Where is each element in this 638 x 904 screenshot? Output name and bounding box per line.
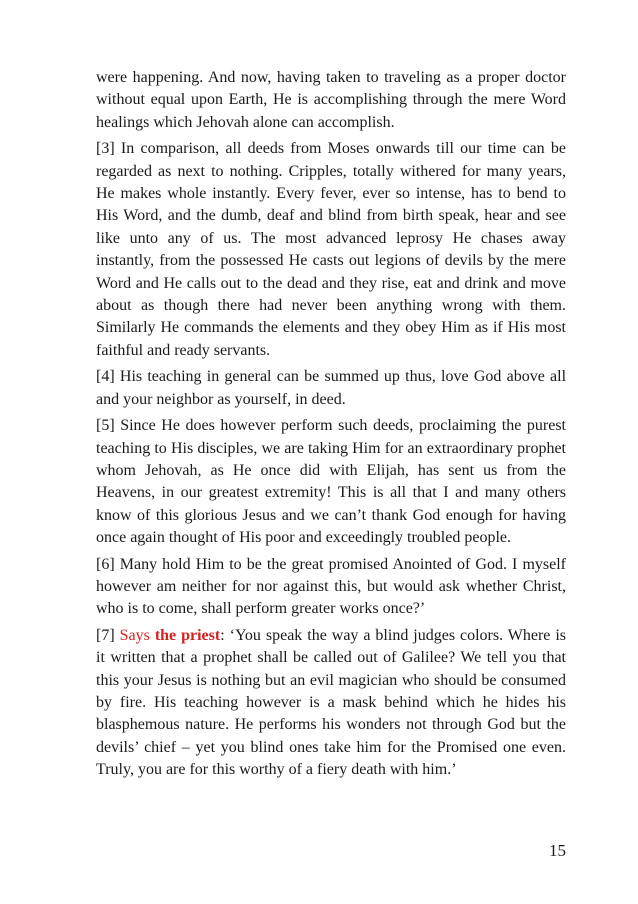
paragraph-5 bbox=[96, 415, 566, 549]
paragraph-6 bbox=[96, 554, 566, 621]
paragraph-3 bbox=[96, 138, 566, 362]
paragraph-text: were happening. And now, having taken to traveling as a proper doctor without equal upon Earth, He is accomplishing through the mere Word healings which Jehovah alone can accomplish. bbox=[96, 69, 566, 131]
paragraph-text: His teaching in general can be summed up thus, love God above all and your neighbor as yourself, in deed. bbox=[96, 368, 567, 408]
speaker-verb: Says bbox=[119, 626, 150, 644]
paragraph-text: Since He does however perform such deeds, proclaiming the purest teaching to His disciples, we are taking Him for an extraordinary prophet whom Jehovah, as He once did with Elijah, has sent us from the Heavens, in our greatest extremity! This is all that I and many others know of this glorious Jesus and we can’t thank God enough for having once again thought of His poor and exceedingly troubled people. bbox=[96, 417, 566, 547]
paragraph-marker: [6] bbox=[96, 555, 115, 573]
page-body bbox=[96, 67, 566, 786]
speaker-colon: : bbox=[220, 626, 225, 644]
paragraph-text: ‘You speak the way a blind judges colors. Where is it written that a prophet shall be called out of Galilee? We tell you that this your Jesus is nothing but an evil magician who should be consumed by fire. His teaching however is a mask behind which he hides his blasphemous nature. He performs his wonders not through God but the devils’ chief – yet you blind ones take him for the Promised one even. Truly, you are for this worthy of a fiery death with him.’ bbox=[96, 626, 567, 779]
paragraph-marker: [3] bbox=[96, 140, 115, 158]
paragraph-7 bbox=[96, 625, 566, 782]
paragraph-marker: [4] bbox=[96, 368, 115, 386]
paragraph-text: In comparison, all deeds from Moses onwards till our time can be regarded as next to nothing. Cripples, totally withered for many years, He makes whole instantly. Every fever, ever so intense, has to bend to His Word, and the dumb, deaf and blind from birth speak, hear and see like unto any of us. The most advanced leprosy He chases away instantly, from the possessed He casts out legions of devils by the mere Word and He calls out to the dead and they rise, eat and drink and move about as though there had never been anything wrong with them. Similarly He commands the elements and they obey Him as if His most faithful and ready servants. bbox=[96, 140, 566, 359]
paragraph-marker: [7] bbox=[96, 626, 115, 644]
paragraph-continuation bbox=[96, 67, 566, 134]
paragraph-4 bbox=[96, 366, 566, 411]
page-number: 15 bbox=[549, 841, 566, 860]
paragraph-marker: [5] bbox=[96, 417, 115, 435]
paragraph-text: Many hold Him to be the great promised Anointed of God. I myself however am neither for nor against this, but would ask whether Christ, who is to come, shall perform greater works once?’ bbox=[96, 555, 567, 618]
speaker-name: the priest bbox=[154, 626, 221, 644]
